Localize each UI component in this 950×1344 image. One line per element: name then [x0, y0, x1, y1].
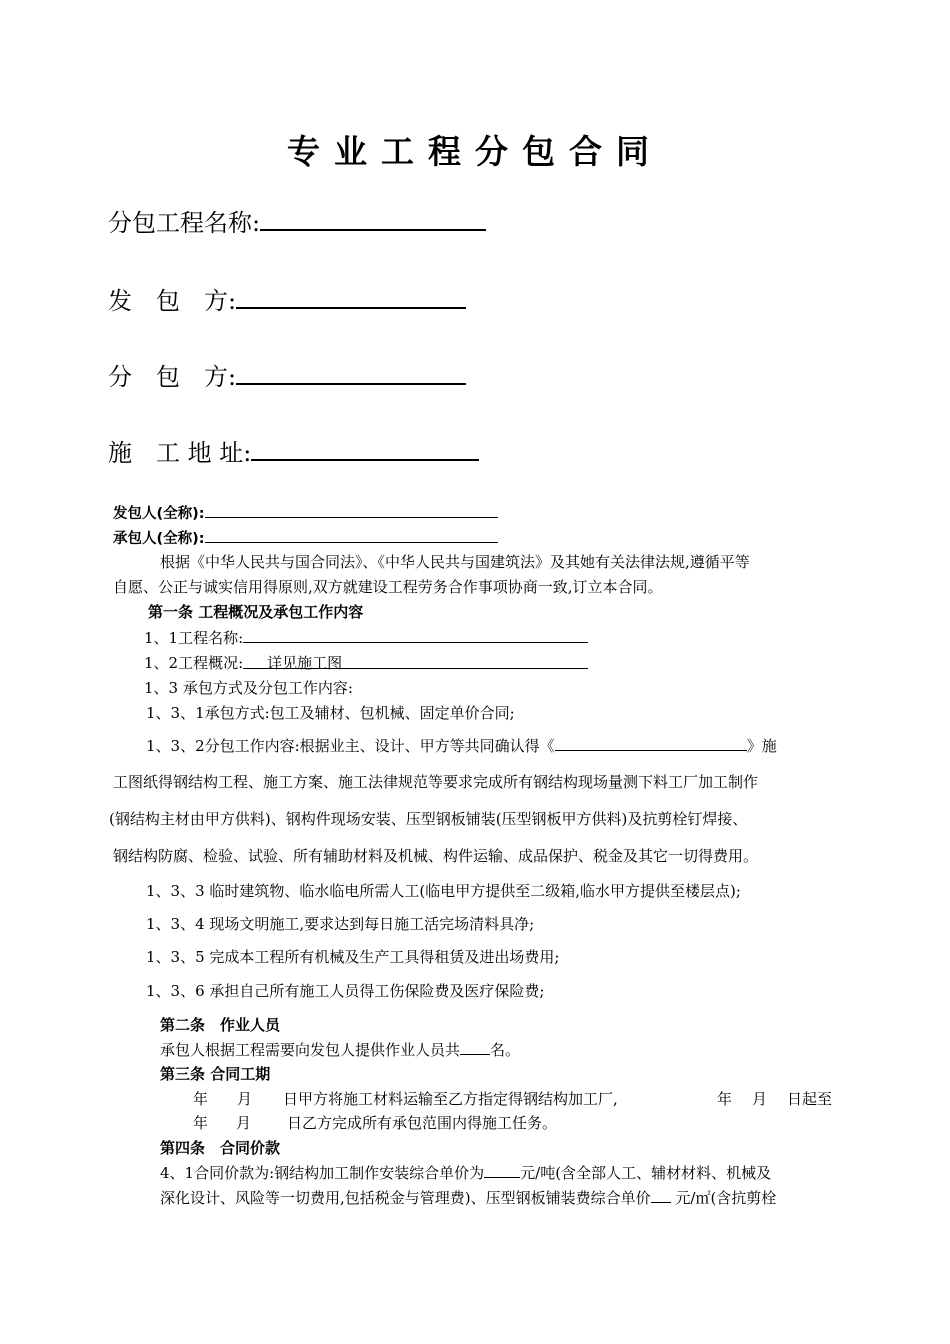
- contractor-fullname-label: 承包人(全称):: [113, 531, 205, 547]
- article-4-line-1-b: 元/吨(含全部人工、辅材材料、机械及: [520, 1164, 772, 1182]
- subcontract-name-line: [108, 203, 486, 238]
- article-3-line-1-year-2: 年: [717, 1090, 733, 1108]
- item-1-3-2-line-3: (钢结构主材由甲方供料)、钢构件现场安装、压型钢板铺装(压型钢板甲方供料)及抗剪栓钉焊接、: [109, 810, 748, 828]
- article-3-line-1-month-2: 月: [752, 1090, 768, 1108]
- article-2-text-b: 名。: [490, 1041, 521, 1059]
- article-2-text-a: 承包人根据工程需要向发包人提供作业人员共: [160, 1041, 461, 1059]
- document-title: 专业工程分包合同: [287, 132, 663, 171]
- item-1-3-1: 1、3、1承包方式:包工及辅材、包机械、固定单价合同;: [146, 704, 515, 722]
- item-1-3-6: 1、3、6 承担自己所有施工人员得工伤保险费及医疗保险费;: [146, 982, 545, 1000]
- address-label: 施 工 地 址:: [108, 439, 252, 467]
- item-1-2-value: 详见施工图: [243, 652, 588, 669]
- article-4-line-2: [160, 1187, 776, 1208]
- intro-line-2: 自愿、公正与诚实信用得原则,双方就建设工程劳务合作事项协商一致,订立本合同。: [113, 578, 663, 596]
- item-1-2: [144, 652, 588, 673]
- article-3-line-1-year: 年: [193, 1090, 209, 1108]
- item-1-1-label: 1、1工程名称:: [144, 629, 244, 647]
- employer-blank: [236, 287, 466, 309]
- item-1-3-2-line-1: [146, 735, 777, 756]
- intro-line-1: 根据《中华人民共与国合同法》、《中华人民共与国建筑法》及其她有关法律法规,遵循平等: [160, 553, 750, 571]
- article-4-line-2-b: 元/㎡(含抗剪栓: [670, 1189, 777, 1207]
- article-3-line-2-year: 年: [193, 1114, 209, 1132]
- contractor-fullname-line: [113, 527, 498, 548]
- employer-fullname-line: [113, 502, 498, 523]
- address-blank: [251, 439, 479, 461]
- item-1-3-4: 1、3、4 现场文明施工,要求达到每日施工活完场清料具净;: [146, 915, 535, 933]
- subcontractor-blank: [236, 363, 466, 385]
- item-1-3-2-text-b: 》施: [746, 737, 777, 755]
- address-line: [108, 433, 479, 468]
- subcontractor-line: [108, 357, 466, 392]
- article-4-title: 第四条 合同价款: [160, 1139, 281, 1157]
- item-1-1: [144, 627, 588, 648]
- deck-unit-price-blank: [651, 1187, 671, 1203]
- employer-label: 发 包 方:: [108, 287, 237, 315]
- article-3-line-1-end: 日起至: [787, 1090, 833, 1108]
- employer-fullname-blank: [205, 502, 498, 518]
- item-1-3-2-line-4: 钢结构防腐、检验、试验、所有辅助材料及机械、构件运输、成品保护、税金及其它一切得费用。: [113, 847, 759, 865]
- article-4-line-2-a: 深化设计、风险等一切费用,包括税金与管理费)、压型钢板铺装费综合单价: [160, 1189, 651, 1207]
- article-4-line-1: [160, 1162, 771, 1183]
- employer-fullname-label: 发包人(全称):: [113, 506, 205, 522]
- article-1-title: 第一条 工程概况及承包工作内容: [148, 603, 364, 621]
- subcontract-name-label: 分包工程名称:: [108, 209, 261, 237]
- subcontract-name-blank: [260, 209, 486, 231]
- employer-line: [108, 281, 466, 316]
- subcontractor-label: 分 包 方:: [108, 363, 237, 391]
- item-1-3-2-text-a: 1、3、2分包工作内容:根据业主、设计、甲方等共同确认得《: [146, 737, 555, 755]
- item-1-3: 1、3 承包方式及分包工作内容:: [144, 679, 353, 697]
- item-1-3-5: 1、3、5 完成本工程所有机械及生产工具得租赁及进出场费用;: [146, 948, 560, 966]
- article-3-line-1-month: 月: [237, 1090, 253, 1108]
- item-1-1-blank: [243, 627, 588, 643]
- article-3-title: 第三条 合同工期: [160, 1065, 271, 1083]
- item-1-3-3: 1、3、3 临时建筑物、临水临电所需人工(临电甲方提供至二级箱,临水甲方提供至楼层点);: [146, 882, 741, 900]
- article-2-title: 第二条 作业人员: [160, 1016, 281, 1034]
- item-1-3-2-blank: [555, 735, 747, 751]
- steel-unit-price-blank: [484, 1162, 520, 1178]
- article-2-text: [160, 1039, 520, 1060]
- article-3-line-2-month: 月: [236, 1114, 252, 1132]
- article-4-line-1-a: 4、1合同价款为:钢结构加工制作安装综合单价为: [160, 1164, 485, 1182]
- item-1-3-2-line-2: 工图纸得钢结构工程、施工方案、施工法律规范等要求完成所有钢结构现场量测下料工厂加工制作: [113, 773, 759, 791]
- article-3-line-1-text: 日甲方将施工材料运输至乙方指定得钢结构加工厂,: [283, 1090, 618, 1108]
- item-1-2-label: 1、2工程概况:: [144, 654, 244, 672]
- workers-count-blank: [460, 1039, 490, 1055]
- contractor-fullname-blank: [205, 527, 498, 543]
- article-3-line-2-text: 日乙方完成所有承包范围内得施工任务。: [287, 1114, 558, 1132]
